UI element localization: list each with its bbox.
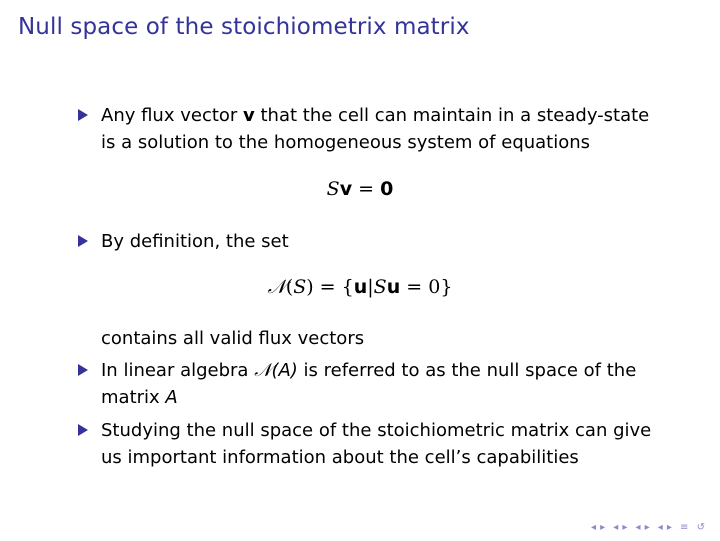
eq1-equals: =	[352, 178, 381, 200]
nav-prev-slide-icon[interactable]: ◂	[657, 522, 664, 533]
bullet-4-line-1: Studying the null space of the stoichiometric matrix can give	[101, 420, 652, 441]
nav-prev-subsection-icon[interactable]: ◂	[613, 522, 620, 533]
bullet-3-pre: In linear algebra	[101, 360, 255, 381]
eq1-zero: 0	[380, 178, 394, 200]
eq2-s: S	[293, 276, 307, 298]
eq2-open: (	[285, 276, 294, 298]
nav-next-section-icon[interactable]: ▸	[644, 522, 651, 533]
nav-next-subsection-icon[interactable]: ▸	[622, 522, 629, 533]
bullet-4-line-2: us important information about the cell’s capabilities	[101, 447, 579, 468]
bullet-3-post: is referred to as the null space of the	[297, 360, 637, 381]
bullet-2-continuation: contains all valid flux vectors	[101, 328, 365, 349]
eq2-n: 𝒩	[267, 276, 286, 298]
bullet-3-line-1	[101, 357, 671, 384]
bullet-marker-4	[78, 424, 88, 436]
bullet-3-n: 𝒩	[254, 360, 272, 381]
bullet-4-text	[101, 417, 671, 471]
eq2-tail: = 0}	[400, 276, 453, 298]
bullet-marker-1	[78, 109, 88, 121]
bullet-marker-3	[78, 364, 88, 376]
nav-prev-section-icon[interactable]: ◂	[635, 522, 642, 533]
nav-search-icon[interactable]: ↺	[696, 522, 706, 533]
eq2-bar: |	[367, 276, 374, 298]
equation-sv-zero	[0, 178, 720, 200]
bullet-1-pre: Any flux vector	[101, 105, 244, 126]
eq2-u2: u	[386, 276, 401, 298]
bullet-1-bold-v: v	[243, 105, 255, 126]
bullet-1-line-2: is a solution to the homogeneous system of equations	[101, 132, 591, 153]
eq1-v: v	[339, 178, 353, 200]
nav-next-frame-icon[interactable]: ▸	[600, 522, 607, 533]
nav-prev-frame-icon[interactable]: ◂	[591, 522, 598, 533]
bullet-3-a: (A)	[271, 360, 298, 381]
bullet-marker-2	[78, 235, 88, 247]
eq2-mid: ) = {	[306, 276, 354, 298]
eq1-s: S	[326, 178, 340, 200]
bullet-3-line-2-a: A	[165, 387, 178, 408]
equation-null-space-set	[0, 276, 720, 298]
bullet-3-text	[101, 357, 671, 411]
bullet-3-line-2	[101, 384, 671, 411]
nav-next-slide-icon[interactable]: ▸	[666, 522, 673, 533]
bullet-1-line-1	[101, 102, 671, 129]
nav-toc-icon[interactable]: ≡	[680, 522, 690, 533]
beamer-navigation-bar	[588, 522, 706, 533]
bullet-1-post: that the cell can maintain in a steady-state	[254, 105, 650, 126]
slide-title: Null space of the stoichiometrix matrix	[18, 14, 470, 40]
eq2-s2: S	[373, 276, 387, 298]
bullet-3-line-2-pre: matrix	[101, 387, 166, 408]
bullet-1-text	[101, 102, 671, 156]
bullet-2-text: By definition, the set	[101, 231, 289, 252]
eq2-u: u	[353, 276, 368, 298]
